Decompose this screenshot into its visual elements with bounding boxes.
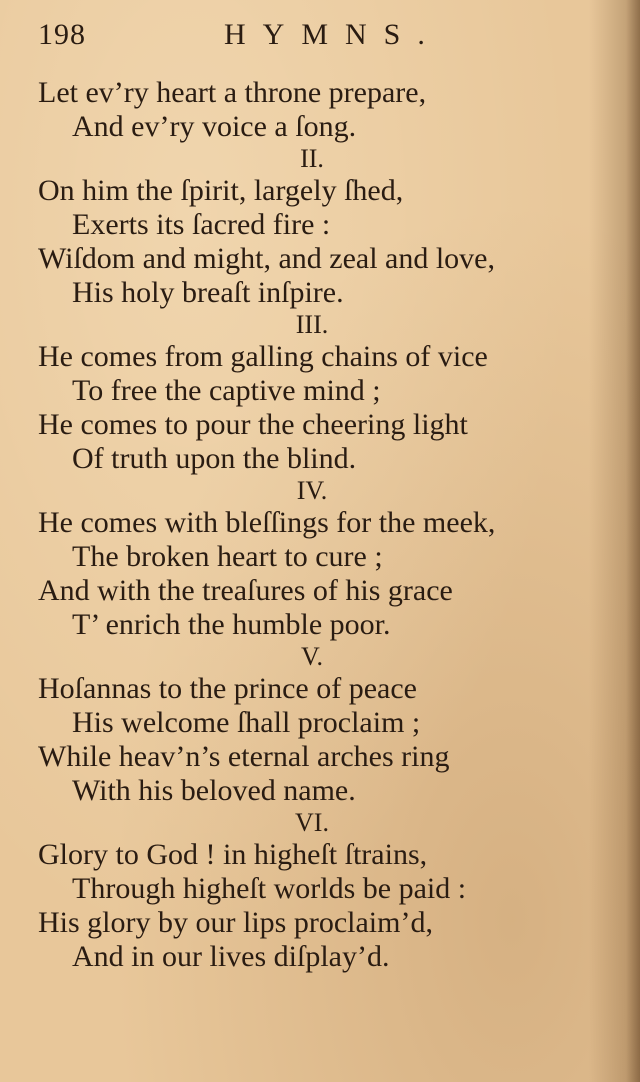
hymn-text (38, 76, 598, 974)
page-edge-shadow (626, 0, 640, 1082)
verse-line: Glory to God ! in higheſt ſtrains, (38, 838, 428, 871)
verse-line: Hoſannas to the prince of peace (38, 672, 417, 705)
page-number: 198 (38, 18, 86, 51)
verse-line: With his beloved name. (72, 774, 356, 807)
verse-line: And ev’ry voice a ſong. (72, 110, 357, 143)
verse-line: T’ enrich the humble poor. (72, 608, 391, 641)
page-header (36, 18, 600, 58)
verse-line: His welcome ſhall proclaim ; (72, 706, 421, 739)
verse-line: To free the captive mind ; (72, 374, 381, 407)
verse-line: While heav’n’s eternal arches ring (38, 740, 450, 773)
stanza-number: IV. (296, 476, 328, 505)
verse-line: Of truth upon the blind. (72, 442, 357, 475)
stanza-number: V. (301, 642, 323, 671)
verse-line: Wiſdom and might, and zeal and love, (38, 242, 496, 275)
stanza-number: III. (295, 310, 329, 339)
verse-line: Exerts its ſacred fire : (72, 208, 331, 241)
verse-line: He comes to pour the cheering light (38, 408, 468, 441)
verse-line: Through higheſt worlds be paid : (72, 872, 467, 905)
stanza-number: II. (300, 144, 324, 173)
verse-line: He comes with bleſſings for the meek, (38, 506, 496, 539)
verse-line: And with the treaſures of his grace (38, 574, 453, 607)
verse-line: He comes from galling chains of vice (38, 340, 488, 373)
stanza-number: VI. (295, 808, 329, 837)
verse-line: On him the ſpirit, largely ſhed, (38, 174, 404, 207)
running-head: HYMNS. (224, 18, 442, 51)
verse-line: Let ev’ry heart a throne prepare, (38, 76, 427, 109)
verse-line: His glory by our lips proclaim’d, (38, 906, 433, 939)
verse-line: His holy breaſt inſpire. (72, 276, 344, 309)
verse-line: And in our lives diſplay’d. (72, 940, 390, 973)
verse-line: The broken heart to cure ; (72, 540, 383, 573)
